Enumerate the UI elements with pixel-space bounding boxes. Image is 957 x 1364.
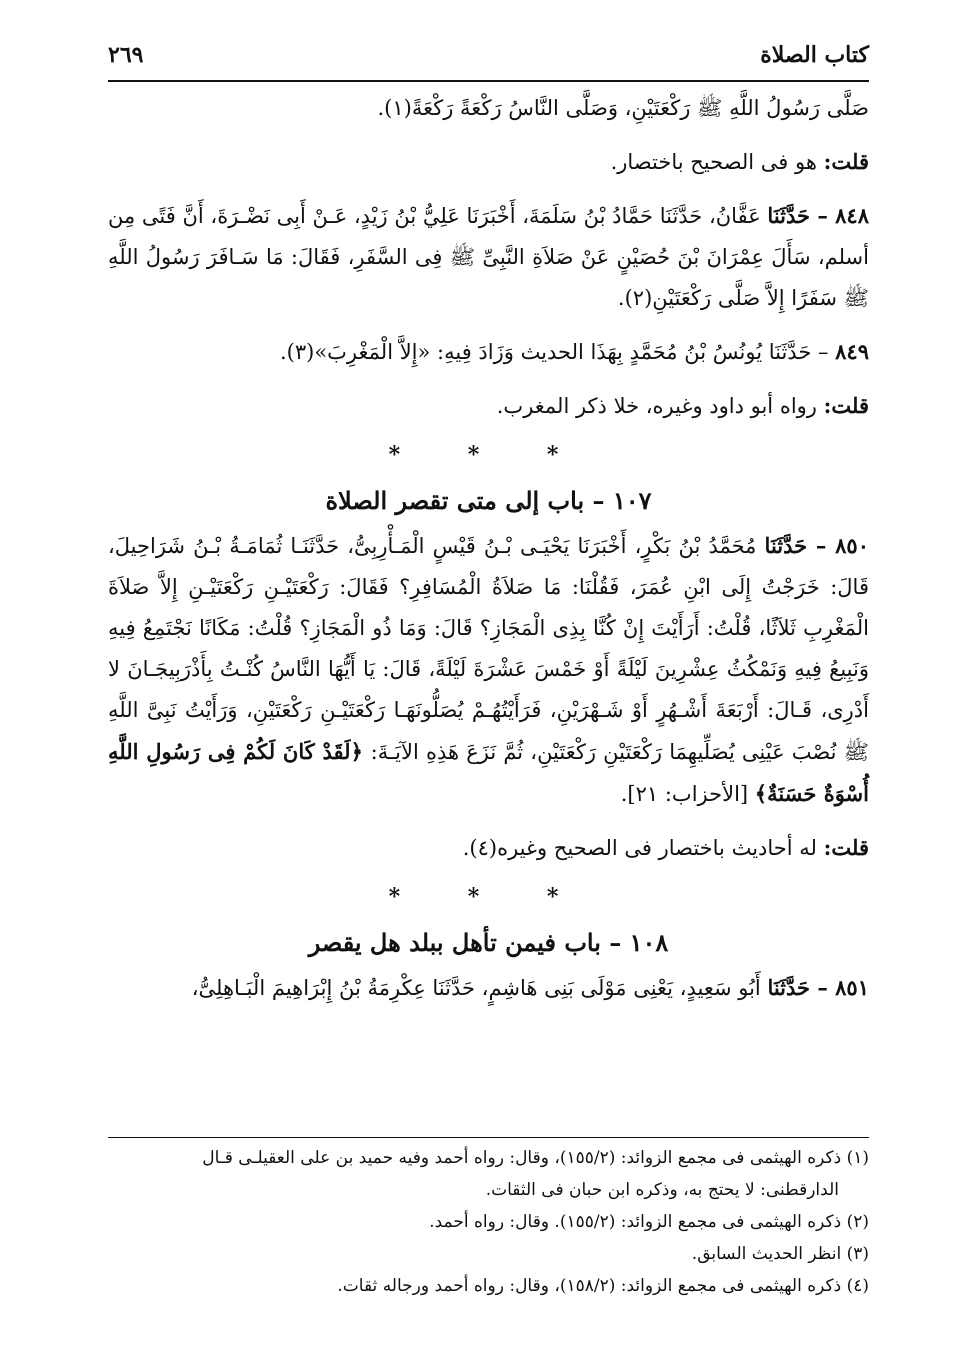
note-text: رواه أبو داود وغيره، خلا ذكر المغرب. xyxy=(496,394,824,418)
hadith-number: ٨٥١ – حَدَّثَنَا xyxy=(767,975,869,1000)
hadith-848 xyxy=(108,195,869,319)
note-paragraph xyxy=(108,141,869,183)
chapter-heading: ١٠٧ – باب إلى متى تقصر الصلاة xyxy=(325,486,652,515)
hadith-851 xyxy=(108,967,869,1009)
main-text xyxy=(108,88,869,1009)
footnotes xyxy=(108,1142,869,1302)
section-separator: * * * xyxy=(388,884,589,910)
footnote-2: (٢) ذكره الهيثمى فى مجمع الزوائد: (١٥٥/٢). وقال: رواه أحمد. xyxy=(429,1212,869,1232)
note-label: قلت: xyxy=(823,149,869,174)
note-text: هو فى الصحيح باختصار. xyxy=(610,150,824,174)
hadith-number: ٨٤٩ xyxy=(835,339,869,364)
note-label: قلت: xyxy=(823,393,869,418)
hadith-text: عَفَّانُ، حَدَّثَنَا حَمَّادُ بْنُ سَلَمَةَ، أَخْبَرَنَا عَلِيُّ بْنُ زَيْدٍ، عَـنْ أَبِى نَضْـرَةَ، أَنَّ فَتًى مِن أسلم، سَأَلَ عِمْرَانَ بْنَ حُصَيْنٍ عَنْ صَلاَةِ النَّبِىِّ ﷺ فِى السَّفَرِ، فَقَالَ: مَا سَـافَرَ رَسُولُ اللَّهِ ﷺ سَفَرًا إِلاَّ صَلَّى رَكْعَتَيْنِ(٢). xyxy=(108,204,869,310)
running-title: كتاب الصلاة xyxy=(760,42,869,68)
footnote-4: (٤) ذكره الهيثمى فى مجمع الزوائد: (١٥٨/٢)، وقال: رواه أحمد ورجاله ثقات. xyxy=(337,1276,869,1296)
note-paragraph xyxy=(108,827,869,869)
note-text: له أحاديث باختصار فى الصحيح وغيره(٤). xyxy=(462,836,824,860)
note-label: قلت: xyxy=(823,835,869,860)
page-number: ٢٦٩ xyxy=(108,42,144,68)
footnote-1: (١) ذكره الهيثمى فى مجمع الزوائد: (١٥٥/٢)، وقال: رواه أحمد وفيه حميد بن على العقيلـى قـال xyxy=(202,1148,869,1168)
chapter-heading: ١٠٨ – باب فيمن تأهل ببلد هل يقصر xyxy=(308,928,669,957)
footnote-1-continued: الدارقطنى: لا يحتج به، وذكره ابن حبان فى الثقات. xyxy=(485,1180,839,1200)
note-paragraph xyxy=(108,385,869,427)
footnote-rule xyxy=(108,1137,869,1138)
verse-reference: [الأحزاب: ٢١]. xyxy=(620,782,755,806)
continuation-text: صَلَّى رَسُولُ اللَّهِ ﷺ رَكْعَتَيْنِ، وَصَلَّى النَّاسُ رَكْعَةً رَكْعَةً(١). xyxy=(377,96,869,120)
header-rule xyxy=(108,80,869,82)
hadith-number: ٨٤٨ – حَدَّثَنَا xyxy=(767,203,869,228)
paragraph-continuation xyxy=(108,88,869,129)
hadith-text: مُحَمَّدُ بْنُ بَكْرٍ، أَخْبَرَنَا يَحْيَـى بْـنُ قَيْسٍ الْمَـأْرِبِىُّ، حَدَّثَنَـا ثُمَامَـةُ بْـنُ شَرَاحِيلَ، قَالَ: خَرَجْتُ إِلَى ابْنِ عُمَرَ، فَقُلْنَا: مَا صَلاَةُ الْمُسَافِرِ؟ فَقَالَ: رَكْعَتَيْـنِ رَكْعَتَيْـنِ إِلاَّ صَلاَةَ الْمَغْرِبِ ثَلاَثًا، قُلْتُ: أَرَأَيْتَ إِنْ كُنَّا بِذِى الْمَجَازِ؟ قَالَ: وَمَا ذُو الْمَجَازِ؟ قُلْتُ: مَكَانًا نَجْتَمِعُ فِيهِ وَنَبِيعُ فِيهِ وَنَمْكُثُ عِشْرِينَ لَيْلَةً أَوْ خَمْسَ عَشْرَةَ لَيْلَةً، قَالَ: يَا أَيُّهَا النَّاسُ كُنْـتُ بِأَذْرَبِيجَـانَ لا أَدْرِى، قَـالَ: أَرْبَعَةَ أَشْـهُرٍ أَوْ شَـهْرَيْنِ، فَرَأَيْتُهُـمْ يُصَلُّونَهَـا رَكْعَتَيْـنِ رَكْعَتَيْنِ، وَرَأَيْتُ نَبِىَّ اللَّهِ ﷺ نُصْبَ عَيْنِى يُصَلِّيهِمَا رَكْعَتَيْنِ رَكْعَتَيْنِ، ثُمَّ نَزَعَ هَذِهِ الآيَـةَ: xyxy=(108,534,869,764)
hadith-text: – حَدَّثَنَا يُونُسُ بْنُ مُحَمَّدٍ بِهَذَا الحديث وَزَادَ فِيهِ: «إِلاَّ الْمَغْرِبَ»(٣). xyxy=(279,340,836,364)
quran-verse: ﴿لَقَدْ كَانَ لَكُمْ فِى رَسُولِ اللَّهِ أُسْوَةٌ حَسَنَةٌ﴾ xyxy=(108,739,869,806)
hadith-849 xyxy=(108,331,869,373)
hadith-number: ٨٥٠ – حَدَّثَنَا xyxy=(764,533,869,558)
hadith-text: أَبُو سَعِيدٍ، يَعْنِى مَوْلَى بَنِى هَاشِمٍ، حَدَّثَنَا عِكْرِمَةُ بْنُ إِبْرَاهِيمَ الْبَـاهِلِىُّ، xyxy=(191,976,768,1000)
footnote-3: (٣) انظر الحديث السابق. xyxy=(691,1244,869,1264)
page-header xyxy=(108,38,869,80)
hadith-850 xyxy=(108,525,869,815)
section-separator: * * * xyxy=(388,442,589,468)
